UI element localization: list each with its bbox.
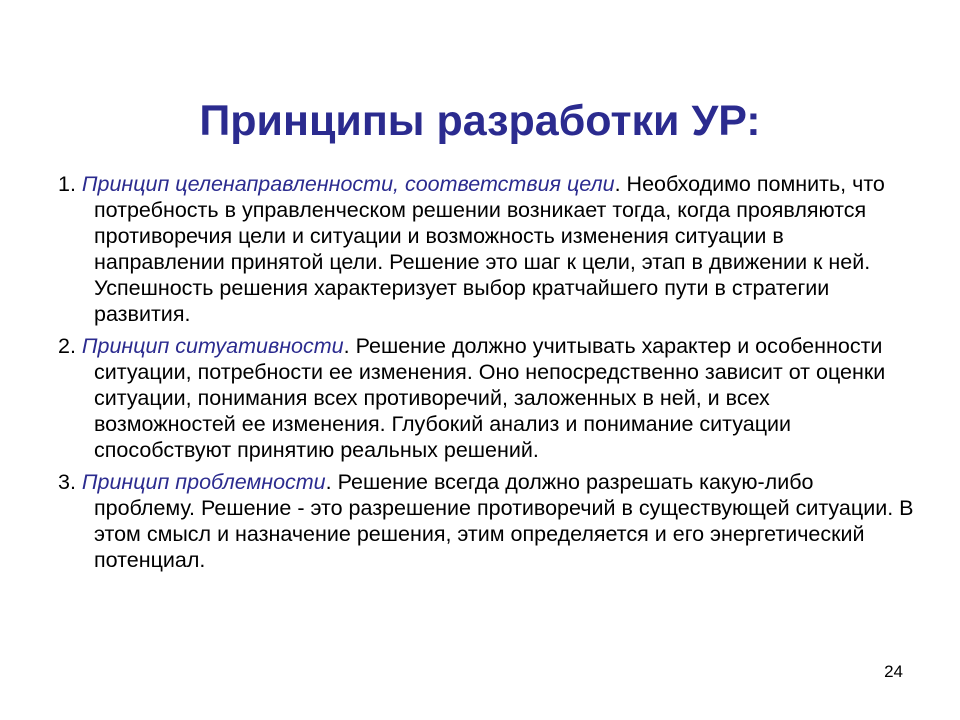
principle-item-2 xyxy=(58,333,916,463)
principle-description: . Необходимо помнить, что потребность в управленческом решении возникает тогда, когда проявляются противоречия цели и ситуации и возможность изменения ситуации в направлении принятой цели. Решение это шаг к цели, этап в движении к ней. Успешность решения характеризует выбор кратчайшего пути в стратегии развития. xyxy=(94,172,885,326)
principle-item-1 xyxy=(58,171,916,327)
principle-name: Принцип ситуативности xyxy=(81,334,344,358)
principle-item-3 xyxy=(58,469,916,573)
principles-list xyxy=(58,171,916,579)
principle-description: . Решение всегда должно разрешать какую-либо проблему. Решение - это разрешение противоречий в существующей ситуации. В этом смысл и назначение решения, этим определяется и его энергетический потенциал. xyxy=(94,470,914,572)
principle-number: 2. xyxy=(58,334,82,358)
principle-description: . Решение должно учитывать характер и особенности ситуации, потребности ее изменения. Оно непосредственно зависит от оценки ситуации, понимания всех противоречий, заложенных в ней, и всех возможностей ее изменения. Глубокий анализ и понимание ситуации способствуют принятию реальных решений. xyxy=(94,334,886,462)
principle-name: Принцип проблемности xyxy=(81,470,326,494)
page-number: 24 xyxy=(884,662,903,681)
principle-number: 3. xyxy=(58,470,82,494)
principle-number: 1. xyxy=(58,172,82,196)
slide-title: Принципы разработки УР: xyxy=(199,96,761,145)
principle-name: Принцип целенаправленности, соответствия цели xyxy=(81,172,615,196)
